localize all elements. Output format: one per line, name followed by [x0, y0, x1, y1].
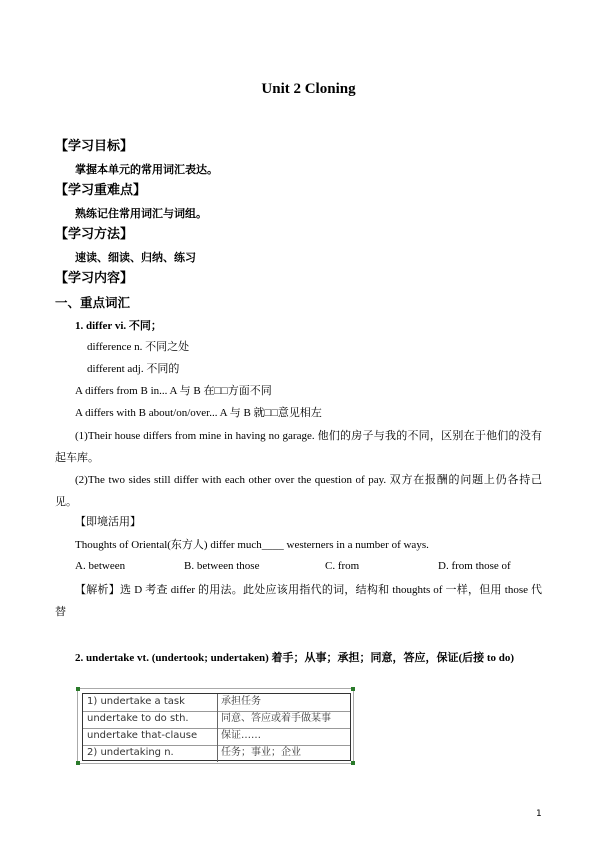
selection-handle	[351, 687, 355, 691]
answer-option: D. from those of	[438, 560, 511, 572]
table-cell: 承担任务	[221, 696, 261, 707]
practice-heading: 【即境活用】	[75, 516, 141, 528]
page-title: Unit 2 Cloning	[261, 81, 356, 97]
table-row	[85, 745, 348, 762]
table-row	[85, 728, 348, 745]
method-text: 速读、细读、归纳、练习	[75, 251, 196, 264]
table-row	[85, 711, 348, 728]
word-differ-heading: 1. differ vi. 不同；	[75, 320, 162, 332]
page-number: 1	[536, 809, 542, 819]
answer-option: A. between	[75, 560, 126, 572]
word-differ-line: A differs from B in... A 与 B 在□□方面不同	[75, 385, 272, 397]
practice-question: Thoughts of Oriental(东方人) differ much____ westerners in a number of ways.	[75, 539, 429, 551]
selection-handle	[76, 761, 80, 765]
analysis-text: 【解析】选 D 考查 differ 的用法。此处应该用指代的词，结构和 thoughts of 一样，但用 those 代替	[55, 584, 542, 618]
section-heading-content: 【学习内容】	[55, 271, 134, 286]
answer-option: B. between those	[184, 560, 260, 572]
table-cell: undertake to do sth.	[87, 713, 189, 724]
table-cell: 保证……	[221, 730, 261, 741]
goal-text: 掌握本单元的常用词汇表达。	[75, 163, 218, 176]
selection-handle	[351, 761, 355, 765]
example-sentence: (2)The two sides still differ with each other over the question of pay. 双方在报酬的问题上仍各持己见。	[55, 474, 542, 508]
word-differ-line: different adj. 不同的	[87, 363, 180, 375]
section-heading-goal: 【学习目标】	[55, 139, 134, 154]
key-points-text: 熟练记住常用词汇与词组。	[75, 207, 207, 220]
word-differ-line: difference n. 不同之处	[87, 341, 190, 353]
table-cell: 1) undertake a task	[87, 696, 185, 707]
selection-handle	[76, 687, 80, 691]
word-undertake-heading: 2. undertake vt. (undertook; undertaken) 着手；从事；承担；同意，答应，保证(后接 to do)	[75, 652, 515, 664]
answer-option: C. from	[325, 560, 360, 572]
section-heading-method: 【学习方法】	[55, 227, 134, 242]
undertake-phrase-table	[77, 688, 354, 764]
table-cell: 任务；事业；企业	[221, 747, 301, 758]
part-heading-vocabulary: 一、重点词汇	[55, 295, 131, 310]
table-cell: undertake that-clause	[87, 730, 198, 741]
table-row	[85, 694, 348, 711]
table-frame	[82, 693, 351, 761]
example-sentence: (1)Their house differs from mine in having no garage. 他们的房子与我的不同，区别在于他们的没有起车库。	[55, 430, 542, 464]
table-cell: 同意、答应或着手做某事	[221, 713, 331, 724]
table-cell: 2) undertaking n.	[87, 747, 174, 758]
word-differ-line: A differs with B about/on/over... A 与 B 就□□意见相左	[75, 407, 322, 419]
section-heading-key-points: 【学习重难点】	[55, 183, 147, 198]
